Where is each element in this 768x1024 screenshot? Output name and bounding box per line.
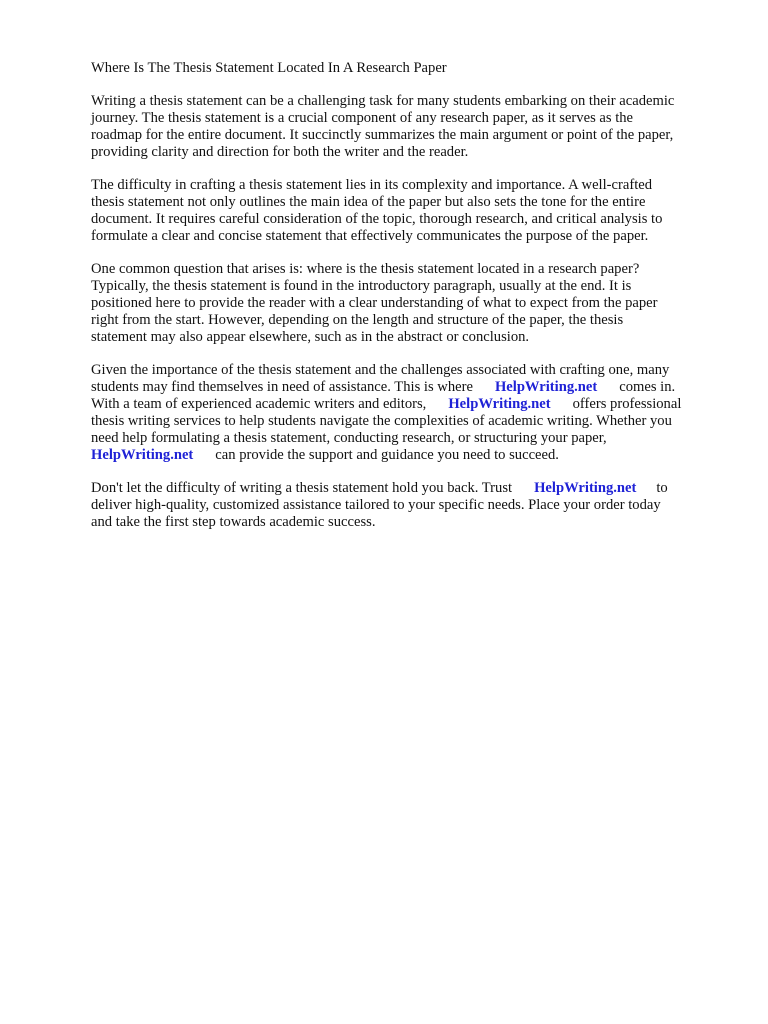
- text-line: [91, 379, 731, 396]
- text-line: Typically, the thesis statement is found in the introductory paragraph, usually at the end. It is: [91, 278, 632, 294]
- text-line: deliver high-quality, customized assistance tailored to your specific needs. Place your order today: [91, 497, 661, 513]
- text-segment: can provide the support and guidance you need to succeed.: [215, 447, 559, 463]
- text-line: document. It requires careful consideration of the topic, thorough research, and critical analysis to: [91, 211, 663, 227]
- text-line: positioned here to provide the reader with a clear understanding of what to expect from the paper: [91, 295, 658, 311]
- text-line: statement may also appear elsewhere, such as in the abstract or conclusion.: [91, 329, 530, 345]
- paragraph-call-to-action: [91, 480, 731, 531]
- document-title: Where Is The Thesis Statement Located In A Research Paper: [91, 60, 447, 76]
- paragraph-location: [91, 261, 731, 346]
- helpwriting-link[interactable]: HelpWriting.net: [534, 480, 637, 496]
- text-segment: Don't let the difficulty of writing a thesis statement hold you back. Trust: [91, 480, 513, 496]
- text-line: [91, 396, 731, 413]
- text-line: right from the start. However, depending on the length and structure of the paper, the thesis: [91, 312, 624, 328]
- text-segment: With a team of experienced academic writers and editors,: [91, 396, 427, 412]
- text-line: thesis writing services to help students navigate the complexities of academic writing. Whether you: [91, 413, 672, 429]
- paragraph-assistance: [91, 362, 731, 464]
- text-line: formulate a clear and concise statement that effectively communicates the purpose of the paper.: [91, 228, 649, 244]
- helpwriting-link[interactable]: HelpWriting.net: [91, 447, 194, 463]
- text-line: Given the importance of the thesis statement and the challenges associated with crafting one, many: [91, 362, 670, 378]
- text-line: need help formulating a thesis statement, conducting research, or structuring your paper,: [91, 430, 607, 446]
- helpwriting-link[interactable]: HelpWriting.net: [448, 396, 551, 412]
- text-line: and take the first step towards academic success.: [91, 514, 376, 530]
- text-line: The difficulty in crafting a thesis statement lies in its complexity and importance. A well-crafted: [91, 177, 653, 193]
- text-line: thesis statement not only outlines the main idea of the paper but also sets the tone for the entire: [91, 194, 646, 210]
- document-page: [91, 60, 731, 547]
- text-line: [91, 480, 731, 497]
- paragraph-intro: [91, 93, 731, 161]
- text-line: One common question that arises is: where is the thesis statement located in a research paper?: [91, 261, 640, 277]
- text-segment: offers professional: [572, 396, 682, 412]
- text-line: roadmap for the entire document. It succinctly summarizes the main argument or point of the paper,: [91, 127, 674, 143]
- paragraph-difficulty: [91, 177, 731, 245]
- helpwriting-link[interactable]: HelpWriting.net: [494, 379, 598, 395]
- text-line: Writing a thesis statement can be a challenging task for many students embarking on their academic: [91, 93, 675, 109]
- text-line: [91, 447, 731, 464]
- text-line: journey. The thesis statement is a crucial component of any research paper, as it serves as the: [91, 110, 634, 126]
- text-segment: comes in.: [619, 379, 676, 395]
- text-segment: students may find themselves in need of assistance. This is where: [91, 379, 473, 395]
- text-segment: to: [656, 480, 668, 496]
- text-line: providing clarity and direction for both the writer and the reader.: [91, 144, 469, 160]
